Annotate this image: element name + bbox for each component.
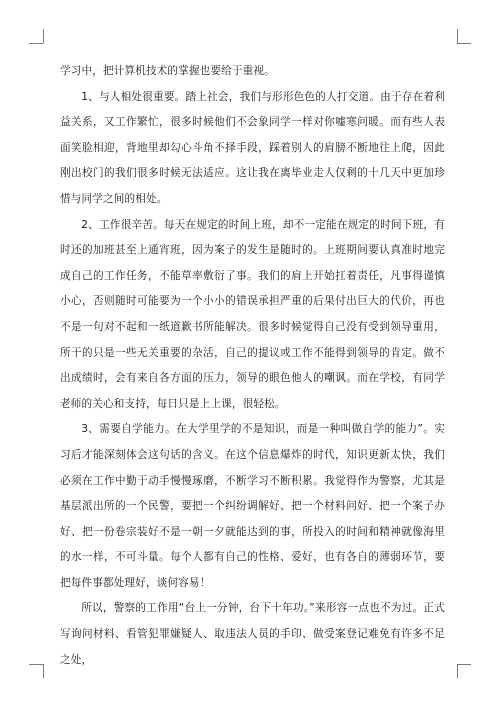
crop-mark-top-right-v	[457, 29, 458, 43]
crop-mark-bottom-right-v	[457, 664, 458, 678]
paragraph-3-self-learning: 3、需要自学能力。在大学里学的不是知识，而是一种叫做自学的能力”。实习后才能深刻体会这句话的含义。在这个信息爆炸的时代，知识更新太快，我们必须在工作中勤于动手慢慢琢磨，不断学习不断积累。我觉得作为警察，尤其是基层派出所的一个民警，要把一个纠纷调解好、把一个材料问好、把一个案子办好、把一份卷宗装好不是一朝一夕就能达到的事，所投入的时间和精神就像海里的水一样，不可斗量。每个人都有自己的性格、爱好，也有各自的薄弱环节，要把每件事都处理好，谈何容易！	[60, 423, 445, 589]
paragraph-intro: 学习中，把计算机技术的掌握也要给于重视。	[60, 65, 275, 77]
paragraph-2-hard-work: 2、工作很辛苦。每天在规定的时间上班，却不一定能在规定的时间下班，有时还的加班甚至上通宵班，因为案子的发生是随时的。上班期间要认真准时地完成自己的工作任务，不能草率敷衍了事。我们的肩上开始扛着责任，凡事得谨慎小心，否则随时可能要为一个小小的错误承担严重的后果付出巨大的代价，再也不是一句对不起和一纸道歉书所能解决。很多时候觉得自己没有受到领导重用，所干的只是一些无关重要的杂活，自己的提议或工作不能得到领导的肯定。做不出成绩时，会有来自各方面的压力，领导的眼色他人的嘲讽。而在学校，有同学老师的关心和支持，每日只是上上课，很轻松。	[60, 218, 445, 410]
crop-mark-bottom-left-v	[43, 664, 44, 678]
crop-mark-bottom-left-h	[29, 664, 43, 665]
paragraph-1-relationships: 1、与人相处很重要。踏上社会，我们与形形色色的人打交道。由于存在着利益关系，又工作繁忙，很多时候他们不会象同学一样对你嘘寒问暖。而有些人表面笑脸相迎，背地里却勾心斗角不择手段，踩着别人的肩膀不断地往上爬，因此刚出校门的我们很多时候无法适应。这让我在离毕业走人仅剩的十几天中更加珍惜与同学之间的相处。	[60, 90, 445, 205]
crop-mark-top-left-v	[43, 29, 44, 43]
body-text	[60, 59, 445, 673]
crop-mark-bottom-right-h	[457, 664, 471, 665]
crop-mark-top-left-h	[29, 43, 43, 44]
paragraph-conclusion: 所以，警察的工作用“台上一分钟，台下十年功。”来形容一点也不为过。正式写询问材料、看管犯罪嫌疑人、取违法人员的手印、做受案登记难免有许多不足之处，	[60, 602, 445, 666]
crop-mark-top-right-h	[457, 43, 471, 44]
